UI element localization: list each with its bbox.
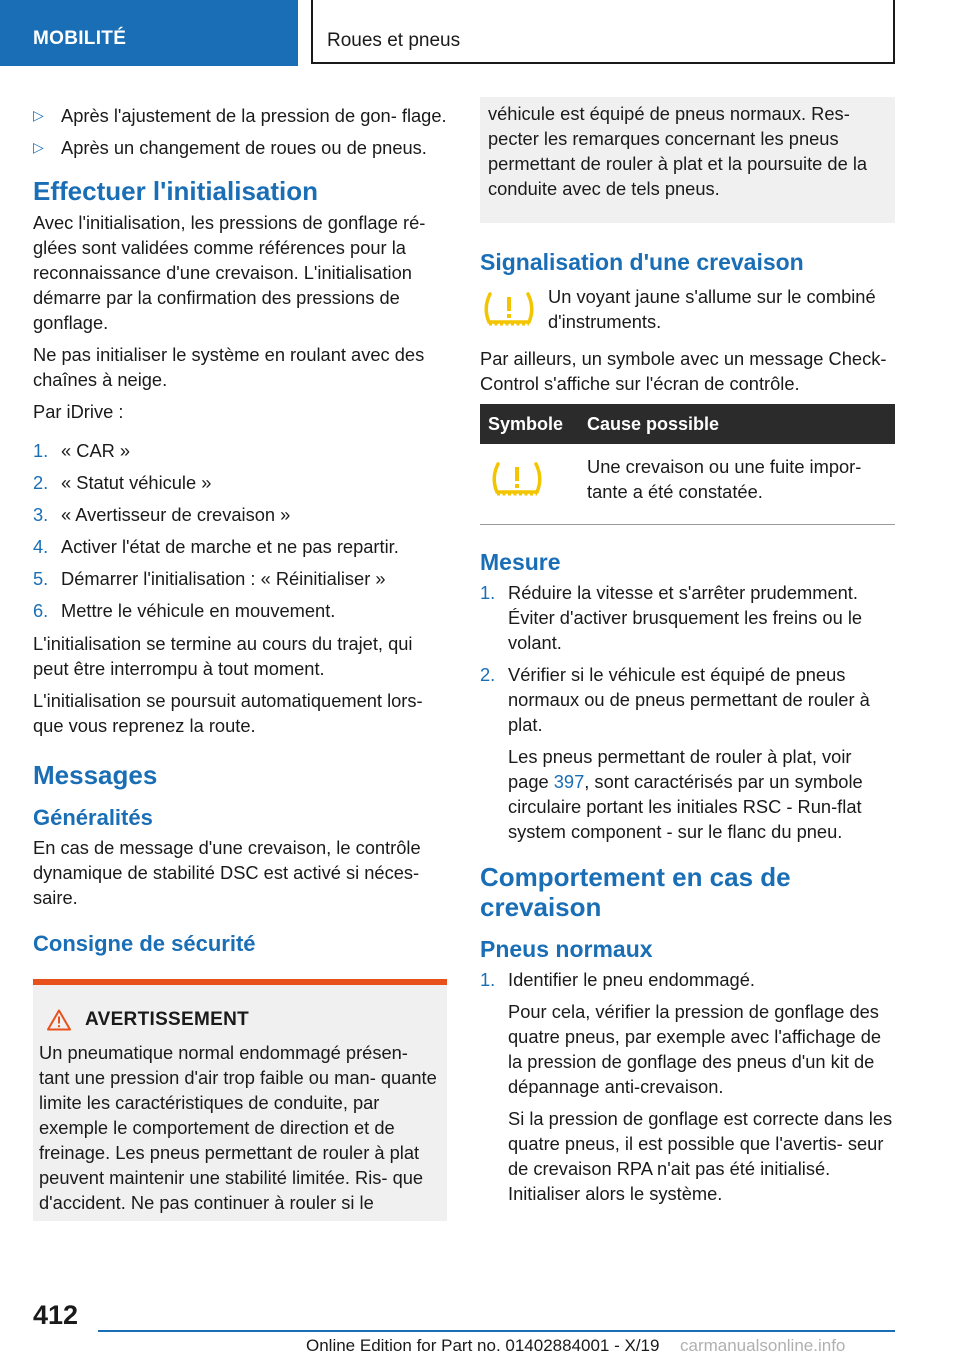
list-item: 6. Mettre le véhicule en mouvement. xyxy=(33,600,336,621)
table-cell-symbol xyxy=(480,444,579,525)
measure-steps xyxy=(480,580,895,844)
heading-general: Généralités xyxy=(33,805,153,830)
paragraph: L'initialisation se poursuit automatiquement lors- que vous reprenez la route. xyxy=(33,690,423,736)
table-header-cause: Cause possible xyxy=(579,404,895,444)
symbol-table xyxy=(480,404,895,525)
list-item: 1. « CAR » xyxy=(33,440,131,461)
page-reference-link[interactable]: 397 xyxy=(553,771,585,792)
right-column xyxy=(480,103,895,1214)
paragraph: Par iDrive : xyxy=(33,401,124,422)
edition-footer: Online Edition for Part no. 01402884001 - X/19 xyxy=(306,1336,660,1355)
page-number: 412 xyxy=(33,1300,79,1330)
list-item: ▷ Après l'ajustement de la pression de gon- flage. xyxy=(33,105,447,126)
paragraph: L'initialisation se termine au cours du trajet, qui peut être interrompu à tout moment. xyxy=(33,633,413,679)
heading-puncture-behavior: Comportement en cas de crevaison xyxy=(480,862,791,922)
list-item: 1. Réduire la vitesse et s'arrêter prudemment. Éviter d'activer brusquement les freins ou le volant. xyxy=(480,582,863,653)
indicator-description xyxy=(480,284,895,334)
footer-divider xyxy=(98,1330,895,1332)
table-header-symbol: Symbole xyxy=(480,404,579,444)
warning-text-continued: véhicule est équipé de pneus normaux. Res- pecter les remarques concernant les pneus permettant de rouler à plat et la poursuite de la conduite avec de tels pneus. xyxy=(488,103,868,199)
heading-initialization: Effectuer l'initialisation xyxy=(33,176,319,206)
heading-puncture-signal: Signalisation d'une crevaison xyxy=(480,249,804,275)
section-title: MOBILITÉ xyxy=(0,0,298,66)
tire-pressure-warning-icon xyxy=(480,288,538,334)
warning-continuation-box xyxy=(480,97,895,223)
left-column xyxy=(33,103,447,1221)
list-item: 4. Activer l'état de marche et ne pas repartir. xyxy=(33,536,399,557)
warning-triangle-icon xyxy=(47,1009,71,1031)
indicator-text: Un voyant jaune s'allume sur le combiné d'instruments. xyxy=(548,286,876,332)
step-note: Pour cela, vérifier la pression de gonflage des quatre pneus, par exemple avec l'affichage de la pression de gonflage des pneus d'un kit de dépannage anti-crevaison. xyxy=(508,1001,882,1097)
step-note: Si la pression de gonflage est correcte dans les quatre pneus, il est possible que l'avertis- seur de crevaison RPA n'ait pas été initialisé. Initialiser alors le système. xyxy=(508,1108,893,1204)
list-item: 5. Démarrer l'initialisation : « Réinitialiser » xyxy=(33,568,386,589)
heading-messages: Messages xyxy=(33,760,158,790)
triangle-bullet-icon: ▷ xyxy=(33,139,44,155)
list-item: 1. Identifier le pneu endommagé. Pour cela, vérifier la pression de gonflage des quatre pneus, par exemple avec l'affichage de la pression de gonflage des pneus d'un kit de dépannage anti-crevaison. Si la pression de gonflage est correcte dans les quatre pneus, il est possible que l'avertis- seur de crevaison RPA n'ait pas été initialisé. Initialiser alors le système. xyxy=(480,967,895,1206)
watermark: carmanualsonline.info xyxy=(680,1336,846,1355)
heading-normal-tires: Pneus normaux xyxy=(480,936,653,962)
table-cell-cause: Une crevaison ou une fuite impor- tante a été constatée. xyxy=(579,444,895,525)
paragraph: Ne pas initialiser le système en roulant avec des chaînes à neige. xyxy=(33,344,425,390)
warning-box xyxy=(33,979,447,1221)
tire-pressure-warning-icon xyxy=(488,458,546,504)
paragraph: Avec l'initialisation, les pressions de gonflage ré- glées sont validées comme références pour la reconnaissance d'une crevaison. L'initialisation démarre par la confirmation des pressions de gonflage. xyxy=(33,212,426,333)
paragraph: En cas de message d'une crevaison, le contrôle dynamique de stabilité DSC est activé si néces- saire. xyxy=(33,837,421,908)
condition-list xyxy=(33,103,447,160)
page-header xyxy=(0,0,960,66)
normal-tire-steps xyxy=(480,967,895,1206)
step-note: Les pneus permettant de rouler à plat, voir page 397, sont caractérisés par un symbole circulaire portant les initiales RSC - Run-flat system component - sur le flanc du pneu. xyxy=(508,746,863,842)
idrive-steps xyxy=(33,438,447,623)
paragraph: Par ailleurs, un symbole avec un message Check-Control s'affiche sur l'écran de contrôle. xyxy=(480,348,887,394)
list-item: 3. « Avertisseur de crevaison » xyxy=(33,504,291,525)
table-row xyxy=(480,444,895,525)
list-item: 2. « Statut véhicule » xyxy=(33,472,212,493)
warning-text: Un pneumatique normal endommagé présen- tant une pression d'air trop faible ou man- quante limite les caractéristiques de conduite, par exemple le comportement de direction et de freinage. Les pneus permettant de rouler à plat peuvent maintenir une stabilité limitée. Ris- que d'accident. Ne pas continuer à rouler si le xyxy=(39,1042,437,1213)
warning-header xyxy=(39,1007,441,1032)
triangle-bullet-icon: ▷ xyxy=(33,107,44,123)
warning-label: AVERTISSEMENT xyxy=(85,1009,250,1030)
list-item: ▷ Après un changement de roues ou de pneus. xyxy=(33,137,427,158)
chapter-title: Roues et pneus xyxy=(311,0,895,64)
list-item: 2. Vérifier si le véhicule est équipé de pneus normaux ou de pneus permettant de rouler à plat. Les pneus permettant de rouler à plat, voir page 397, sont caractérisés par un symbole circulaire portant les initiales RSC - Run-flat system component - sur le flanc du pneu. xyxy=(480,662,895,844)
heading-measure: Mesure xyxy=(480,549,561,575)
heading-safety: Consigne de sécurité xyxy=(33,931,256,956)
